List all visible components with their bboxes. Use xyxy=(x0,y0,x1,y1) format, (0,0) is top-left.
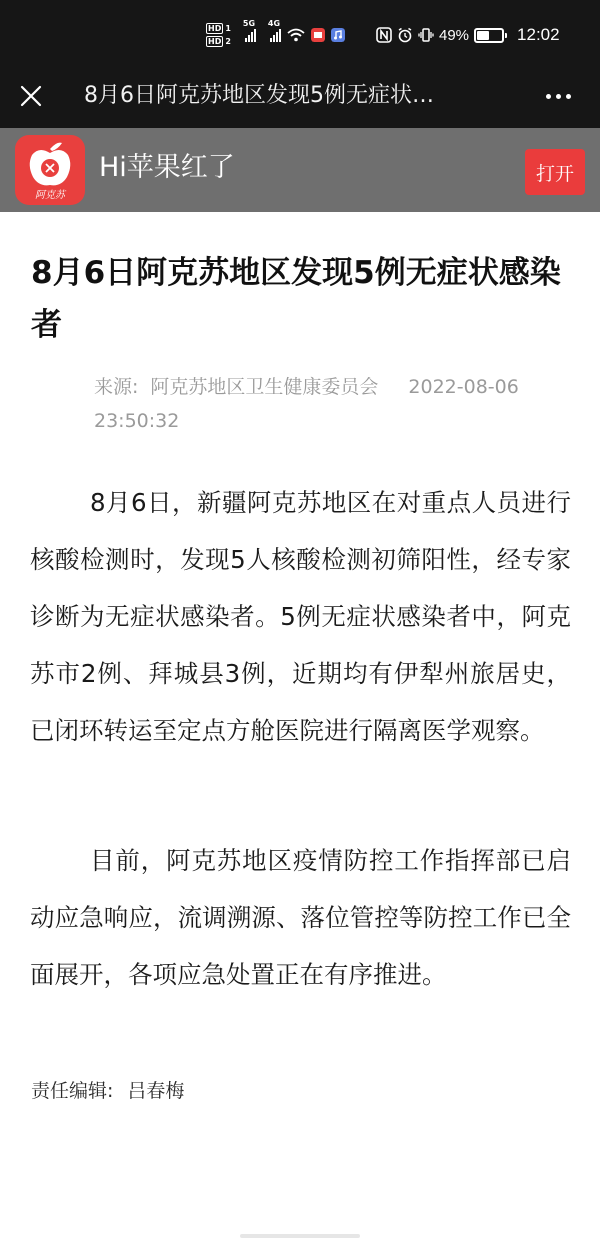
open-app-button[interactable]: 打开 xyxy=(525,149,585,195)
hd-badge-2-num: 2 xyxy=(225,37,231,46)
alarm-icon xyxy=(397,27,413,43)
more-button[interactable] xyxy=(536,82,580,110)
signal-sim2-icon xyxy=(267,19,281,42)
nfc-icon xyxy=(376,27,392,43)
logo-text: 阿克苏 xyxy=(35,190,65,201)
status-left-group xyxy=(206,18,345,52)
article-meta xyxy=(94,370,574,438)
article-paragraph: 8月6日，新疆阿克苏地区在对重点人员进行核酸检测时，发现5人核酸检测初筛阳性，经专家诊断为无症状感染者。5例无症状感染者中，阿克苏市2例、拜城县3例，近期均有伊犁州旅居史，已闭环转运至定点方舱医院进行隔离医学观察。 xyxy=(30,488,571,745)
music-app-notification-icon xyxy=(331,28,345,42)
battery-percent: 49% xyxy=(439,26,470,44)
hd-badge-2: HD xyxy=(208,37,222,46)
article-paragraph: 目前，阿克苏地区疫情防控工作指挥部已启动应急响应，流调溯源、落位管控等防控工作已全面展开，各项应急处置正在有序推进。 xyxy=(30,846,571,989)
sim2-network-label: 4G xyxy=(267,19,281,28)
status-right-group xyxy=(376,22,560,48)
page-title: 8月6日阿克苏地区发现5例无症状… xyxy=(84,83,434,108)
publish-datetime: 2022-08-06 23:50:32 xyxy=(94,376,519,432)
editor-name: 吕春梅 xyxy=(127,1080,185,1102)
vibrate-icon xyxy=(418,27,434,43)
hd-badge-1: HD xyxy=(208,24,222,33)
close-button[interactable] xyxy=(14,79,48,113)
status-bar xyxy=(0,0,600,70)
wifi-icon xyxy=(287,28,305,42)
home-indicator[interactable] xyxy=(240,1234,360,1238)
clock: 12:02 xyxy=(517,25,560,44)
more-icon-dot xyxy=(556,94,561,99)
hd-indicators xyxy=(206,23,231,47)
red-app-notification-icon xyxy=(311,28,325,42)
editor-label: 责任编辑: xyxy=(31,1080,114,1102)
signal-sim1-icon xyxy=(242,19,256,42)
editor-credit xyxy=(31,1076,184,1106)
more-icon-dot xyxy=(546,94,551,99)
title-bar xyxy=(0,70,600,128)
article-title: 8月6日阿克苏地区发现5例无症状感染者 xyxy=(31,255,561,343)
source-label: 来源: xyxy=(94,376,139,398)
more-icon-dot xyxy=(566,94,571,99)
battery-icon xyxy=(474,28,504,43)
close-icon xyxy=(20,85,42,107)
app-name: Hi苹果红了 xyxy=(99,152,235,183)
source-name[interactable]: 阿克苏地区卫生健康委员会 xyxy=(150,376,379,398)
sim1-network-label: 5G xyxy=(242,19,256,28)
app-logo xyxy=(15,135,85,205)
app-download-banner[interactable] xyxy=(0,128,600,212)
battery-fill xyxy=(477,31,489,40)
hd-badge-1-num: 1 xyxy=(225,24,231,33)
